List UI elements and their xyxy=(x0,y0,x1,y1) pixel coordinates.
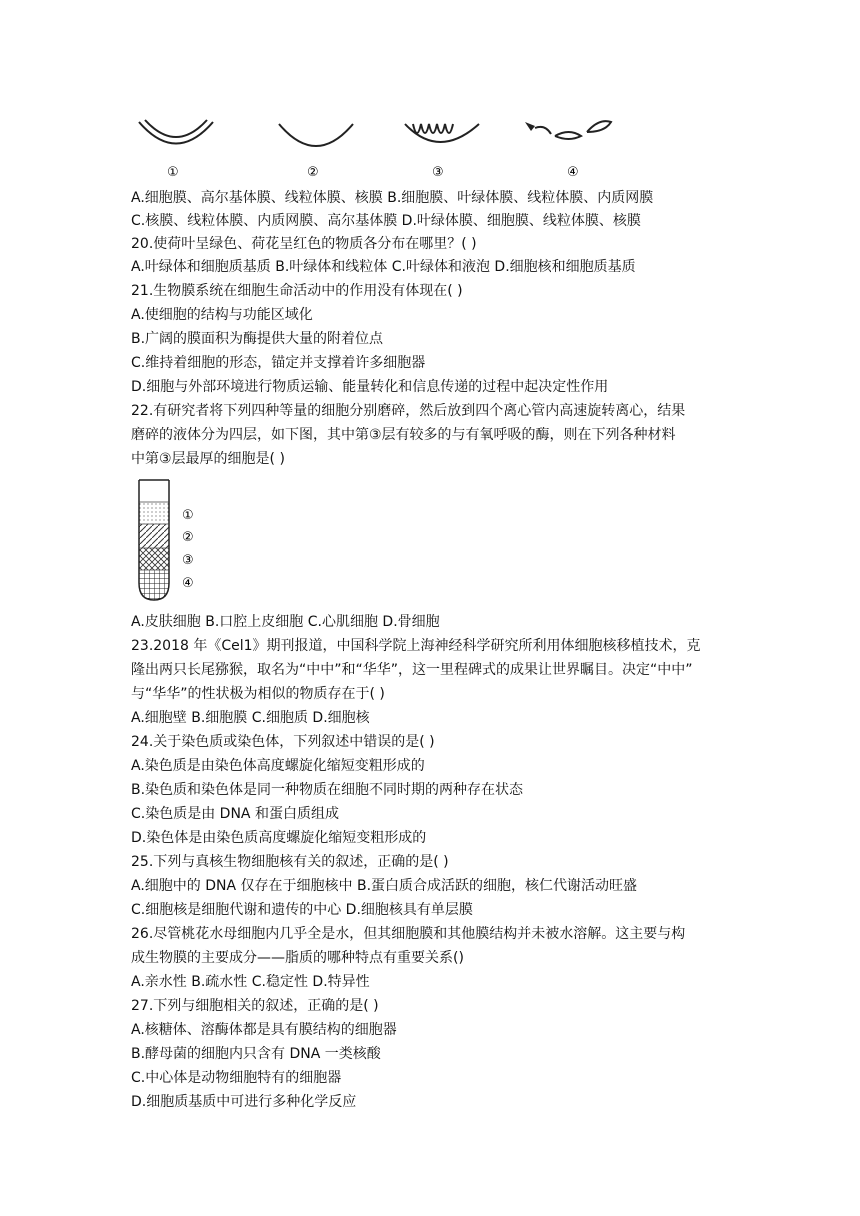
figure-3-label: ③ xyxy=(432,165,444,180)
q26-stem-line2: 成生物膜的主要成分——脂质的哪种特点有重要关系() xyxy=(131,950,464,966)
q21-option-d: D.细胞与外部环境进行物质运输、能量转化和信息传递的过程中起决定性作用 xyxy=(131,379,609,395)
q24-option-a: A.染色质是由染色体高度螺旋化缩短变粗形成的 xyxy=(131,758,425,774)
q24-option-c: C.染色质是由 DNA 和蛋白质组成 xyxy=(131,806,339,822)
q26-stem-line1: 26.尽管桃花水母细胞内几乎全是水，但其细胞膜和其他膜结构并未被水溶解。这主要与构 xyxy=(131,926,686,942)
q21-stem: 21.生物膜系统在细胞生命活动中的作用没有体现在( ) xyxy=(131,283,463,299)
q25-options-cd: C.细胞核是细胞代谢和遗传的中心 D.细胞核具有单层膜 xyxy=(131,902,473,918)
centrifuge-tube-image xyxy=(134,478,214,608)
figure-4 xyxy=(521,110,611,180)
q20-options: A.叶绿体和细胞质基质 B.叶绿体和线粒体 C.叶绿体和液泡 D.细胞核和细胞质基质 xyxy=(131,259,636,275)
q23-options: A.细胞壁 B.细胞膜 C.细胞质 D.细胞核 xyxy=(131,710,370,726)
q27-option-b: B.酵母菌的细胞内只含有 DNA 一类核酸 xyxy=(131,1046,381,1062)
membrane-single-curve-image xyxy=(271,110,361,180)
q23-stem-line2: 隆出两只长尾猕猴，取名为“中中”和“华华”，这一里程碑式的成果让世界瞩目。决定“中中” xyxy=(131,662,693,678)
q21-option-a: A.使细胞的结构与功能区域化 xyxy=(131,307,313,323)
q27-option-c: C.中心体是动物细胞特有的细胞器 xyxy=(131,1070,342,1086)
q21-option-b: B.广阔的膜面积为酶提供大量的附着位点 xyxy=(131,331,384,347)
tube-layer-4-label: ④ xyxy=(182,576,194,591)
membrane-figures xyxy=(131,110,631,180)
figure-4-label: ④ xyxy=(567,165,579,180)
membrane-folded-image xyxy=(399,110,489,180)
membrane-double-curve-image xyxy=(131,110,221,180)
q27-stem: 27.下列与细胞相关的叙述，正确的是( ) xyxy=(131,998,379,1014)
q20-stem: 20.使荷叶呈绿色、荷花呈红色的物质各分布在哪里？( ) xyxy=(131,236,477,252)
figure-3 xyxy=(399,110,489,180)
tube-layer-2-label: ② xyxy=(182,530,194,545)
q27-option-a: A.核糖体、溶酶体都是具有膜结构的细胞器 xyxy=(131,1022,397,1038)
tube-layer-1-label: ① xyxy=(182,508,194,523)
q22-stem-line2: 磨碎的液体分为四层，如下图，其中第③层有较多的与有氧呼吸的酶，则在下列各种材料 xyxy=(131,427,676,443)
figure-2 xyxy=(271,110,361,180)
q25-stem: 25.下列与真核生物细胞核有关的叙述，正确的是( ) xyxy=(131,854,449,870)
q19-options-cd: C.核膜、线粒体膜、内质网膜、高尔基体膜 D.叶绿体膜、细胞膜、线粒体膜、核膜 xyxy=(131,213,641,229)
q22-stem-line3: 中第③层最厚的细胞是( ) xyxy=(131,451,285,467)
q22-stem-line1: 22.有研究者将下列四种等量的细胞分别磨碎，然后放到四个离心管内高速旋转离心，结果 xyxy=(131,403,686,419)
q19-options-ab: A.细胞膜、高尔基体膜、线粒体膜、核膜 B.细胞膜、叶绿体膜、线粒体膜、内质网膜 xyxy=(131,190,654,206)
tube-layer-3-label: ③ xyxy=(182,553,194,568)
q26-options: A.亲水性 B.疏水性 C.稳定性 D.特异性 xyxy=(131,974,370,990)
membrane-fragmented-image xyxy=(521,110,631,180)
figure-1-label: ① xyxy=(167,165,179,180)
q24-stem: 24.关于染色质或染色体，下列叙述中错误的是( ) xyxy=(131,734,435,750)
q25-options-ab: A.细胞中的 DNA 仅存在于细胞核中 B.蛋白质合成活跃的细胞，核仁代谢活动旺盛 xyxy=(131,878,638,894)
q21-option-c: C.维持着细胞的形态，锚定并支撑着许多细胞器 xyxy=(131,355,426,371)
centrifuge-tube-figure xyxy=(134,478,214,608)
figure-2-label: ② xyxy=(307,165,319,180)
q27-option-d: D.细胞质基质中可进行多种化学反应 xyxy=(131,1094,357,1110)
q24-option-b: B.染色质和染色体是同一种物质在细胞不同时期的两种存在状态 xyxy=(131,782,524,798)
q23-stem-line3: 与“华华”的性状极为相似的物质存在于( ) xyxy=(131,686,385,702)
q24-option-d: D.染色体是由染色质高度螺旋化缩短变粗形成的 xyxy=(131,830,427,846)
q22-options: A.皮肤细胞 B.口腔上皮细胞 C.心肌细胞 D.骨细胞 xyxy=(131,614,440,630)
q23-stem-line1: 23.2018 年《Cel1》期刊报道，中国科学院上海神经科学研究所利用体细胞核移植技术，克 xyxy=(131,638,701,654)
figure-1 xyxy=(131,110,221,180)
